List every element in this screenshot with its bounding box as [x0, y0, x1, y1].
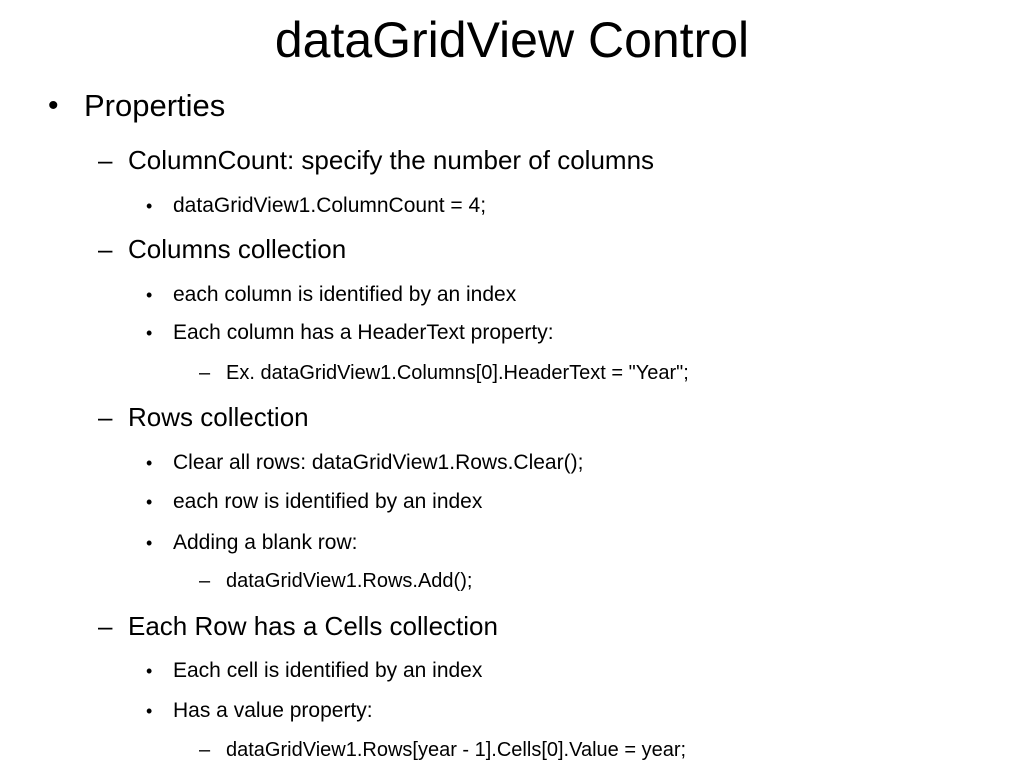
- bullet-marker: •: [146, 533, 153, 553]
- bullet-text: Each cell is identified by an index: [173, 659, 483, 682]
- bullet-text: each column is identified by an index: [173, 283, 517, 306]
- bullet-marker: •: [48, 89, 59, 122]
- bullet-item-level3: [146, 450, 584, 476]
- bullet-text: Properties: [84, 88, 226, 123]
- bullet-text: each row is identified by an index: [173, 490, 483, 513]
- bullet-item-level3: [146, 320, 554, 346]
- dash-marker: –: [98, 611, 113, 641]
- bullet-text: Each column has a HeaderText property:: [173, 321, 554, 344]
- dash-marker: –: [98, 145, 113, 175]
- bullet-item-level3: [146, 489, 483, 515]
- bullet-marker: •: [146, 285, 153, 305]
- bullet-text: Clear all rows: dataGridView1.Rows.Clear();: [173, 451, 584, 474]
- bullet-item-level2: [98, 401, 309, 433]
- bullet-marker: •: [146, 661, 153, 681]
- dash-marker: –: [98, 234, 113, 264]
- bullet-text: Rows collection: [128, 402, 309, 432]
- bullet-item-level1: [48, 87, 226, 125]
- dash-marker: –: [199, 570, 211, 592]
- dash-marker: –: [199, 362, 211, 384]
- bullet-item-level2: [98, 144, 655, 176]
- bullet-text: Ex. dataGridView1.Columns[0].HeaderText = "Year";: [226, 362, 689, 384]
- bullet-marker: •: [146, 323, 153, 343]
- bullet-item-level2: [98, 233, 347, 265]
- bullet-item-level3: [146, 530, 358, 556]
- bullet-marker: •: [146, 196, 153, 216]
- bullet-text: dataGridView1.ColumnCount = 4;: [173, 194, 487, 217]
- bullet-text: Each Row has a Cells collection: [128, 611, 498, 641]
- slide-title: dataGridView Control: [274, 12, 750, 68]
- bullet-item-level4: [199, 360, 689, 386]
- bullet-marker: •: [146, 492, 153, 512]
- bullet-text: Adding a blank row:: [173, 531, 358, 554]
- dash-marker: –: [199, 739, 211, 761]
- bullet-item-level4: [199, 737, 687, 763]
- bullet-item-level3: [146, 698, 373, 724]
- bullet-item-level3: [146, 658, 483, 684]
- dash-marker: –: [98, 402, 113, 432]
- bullet-text: Columns collection: [128, 234, 347, 264]
- bullet-item-level3: [146, 282, 517, 308]
- bullet-item-level3: [146, 193, 487, 219]
- bullet-text: dataGridView1.Rows.Add();: [226, 570, 473, 592]
- bullet-item-level2: [98, 610, 498, 642]
- bullet-marker: •: [146, 453, 153, 473]
- bullet-text: ColumnCount: specify the number of columns: [128, 145, 655, 175]
- bullet-marker: •: [146, 701, 153, 721]
- bullet-text: Has a value property:: [173, 699, 373, 722]
- bullet-text: dataGridView1.Rows[year - 1].Cells[0].Value = year;: [226, 739, 687, 761]
- bullet-item-level4: [199, 568, 473, 594]
